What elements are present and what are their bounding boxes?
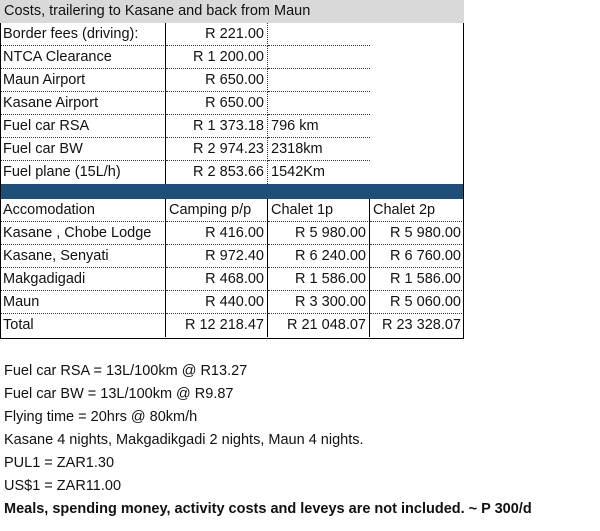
cost-rows: [0, 23, 600, 184]
accommodation-label[interactable]: Kasane , Chobe Lodge: [0, 222, 166, 245]
cost-amount[interactable]: R 221.00: [166, 23, 268, 46]
footer-note[interactable]: Meals, spending money, activity costs and leveys are not included. ~ P 300/d: [4, 501, 532, 517]
total-chalet-1p[interactable]: R 21 048.07: [268, 314, 370, 337]
cost-row: [0, 46, 600, 69]
cost-amount[interactable]: R 650.00: [166, 92, 268, 115]
camping-price[interactable]: R 416.00: [166, 222, 268, 245]
note-line[interactable]: Kasane 4 nights, Makgadikgadi 2 nights, Maun 4 nights.: [4, 432, 364, 448]
chalet-1p-price[interactable]: R 6 240.00: [268, 245, 370, 268]
chalet-2p-price[interactable]: R 6 760.00: [370, 245, 464, 268]
cost-amount[interactable]: R 1 200.00: [166, 46, 268, 69]
sheet-title[interactable]: Costs, trailering to Kasane and back from Maun: [0, 0, 464, 23]
chalet-2p-price[interactable]: R 1 586.00: [370, 268, 464, 291]
note-line[interactable]: Fuel car BW = 13L/100km @ R9.87: [4, 386, 234, 402]
cost-row: [0, 161, 600, 184]
cost-row: [0, 138, 600, 161]
cost-label[interactable]: Kasane Airport: [0, 92, 166, 115]
accommodation-header-row: [0, 199, 600, 222]
chalet-1p-header[interactable]: Chalet 1p: [268, 199, 370, 222]
note-line[interactable]: Fuel car RSA = 13L/100km @ R13.27: [4, 363, 248, 379]
chalet-2p-header[interactable]: Chalet 2p: [370, 199, 464, 222]
cost-row: [0, 23, 600, 46]
total-chalet-2p[interactable]: R 23 328.07: [381, 317, 461, 333]
cost-label[interactable]: NTCA Clearance: [0, 46, 166, 69]
accommodation-row: [0, 291, 600, 314]
cost-note[interactable]: 2318km: [268, 138, 370, 161]
chalet-1p-price[interactable]: R 1 586.00: [268, 268, 370, 291]
cost-note[interactable]: [268, 23, 370, 46]
cost-note[interactable]: 1542Km: [271, 164, 326, 180]
blue-separator-row: [0, 184, 464, 199]
accommodation-row: [0, 222, 600, 245]
cost-amount[interactable]: R 1 373.18: [166, 115, 268, 138]
cost-amount[interactable]: R 650.00: [166, 69, 268, 92]
cost-note[interactable]: 796 km: [268, 115, 370, 138]
total-camping[interactable]: R 12 218.47: [166, 314, 268, 337]
accommodation-rows: [0, 222, 600, 337]
camping-price[interactable]: R 440.00: [166, 291, 268, 314]
note-line[interactable]: PUL1 = ZAR1.30: [4, 455, 115, 471]
cost-label[interactable]: Maun Airport: [0, 69, 166, 92]
accommodation-label[interactable]: Kasane, Senyati: [0, 245, 166, 268]
cost-row: [0, 115, 600, 138]
accommodation-label[interactable]: Maun: [0, 291, 166, 314]
chalet-2p-price[interactable]: R 5 980.00: [370, 222, 464, 245]
total-row: [0, 314, 600, 337]
cost-label[interactable]: Fuel car RSA: [0, 115, 166, 138]
blank-row: [0, 337, 600, 360]
accommodation-row: [0, 268, 600, 291]
camping-price[interactable]: R 972.40: [166, 245, 268, 268]
accommodation-label[interactable]: Makgadigadi: [0, 268, 166, 291]
chalet-2p-price[interactable]: R 5 060.00: [370, 291, 464, 314]
notes: [0, 360, 600, 521]
total-label[interactable]: Total: [0, 314, 166, 337]
cost-note[interactable]: [268, 46, 370, 69]
chalet-1p-price[interactable]: R 5 980.00: [268, 222, 370, 245]
note-line[interactable]: Flying time = 20hrs @ 80km/h: [4, 409, 198, 425]
cost-label[interactable]: Fuel plane (15L/h): [0, 161, 166, 184]
cost-amount[interactable]: R 2 853.66: [166, 161, 268, 184]
accommodation-row: [0, 245, 600, 268]
cost-row: [0, 92, 600, 115]
cost-note[interactable]: [268, 92, 370, 115]
cost-row: [0, 69, 600, 92]
title-row: [0, 0, 600, 23]
camping-price[interactable]: R 468.00: [166, 268, 268, 291]
chalet-1p-price[interactable]: R 3 300.00: [268, 291, 370, 314]
cost-note[interactable]: [268, 69, 370, 92]
accommodation-header-label[interactable]: Accomodation: [0, 199, 166, 222]
note-line[interactable]: US$1 = ZAR11.00: [4, 478, 122, 494]
cost-label[interactable]: Fuel car BW: [0, 138, 166, 161]
camping-header[interactable]: Camping p/p: [166, 199, 268, 222]
cost-label[interactable]: Border fees (driving):: [0, 23, 166, 46]
cost-amount[interactable]: R 2 974.23: [166, 138, 268, 161]
